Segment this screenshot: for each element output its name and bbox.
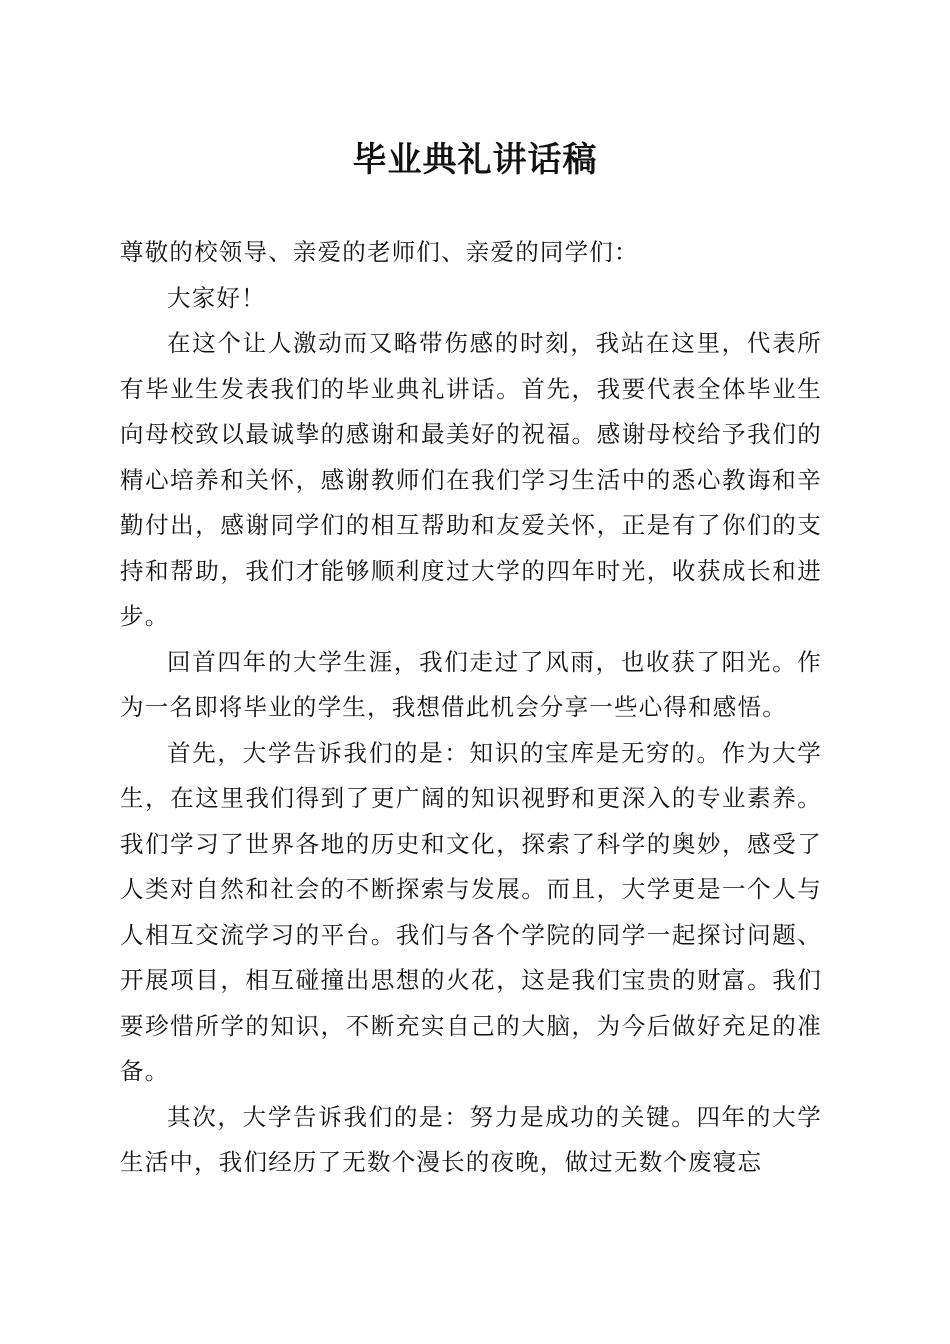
paragraph-intro: 在这个让人激动而又略带伤感的时刻，我站在这里，代表所有毕业生发表我们的毕业典礼讲话。首先，我要代表全体毕业生向母校致以最诚挚的感谢和最美好的祝福。感谢母校给予我们的精心培养和关怀，感谢教师们在我们学习生活中的悉心教诲和辛勤付出，感谢同学们的相互帮助和友爱关怀，正是有了你们的支持和帮助，我们才能够顺利度过大学的四年时光，收获成长和进步。 <box>120 329 822 630</box>
paragraph-review: 回首四年的大学生涯，我们走过了风雨，也收获了阳光。作为一名即将毕业的学生，我想借此机会分享一些心得和感悟。 <box>120 647 822 721</box>
salutation: 尊敬的校领导、亲爱的老师们、亲爱的同学们： <box>120 238 639 266</box>
paragraph-greeting: 大家好！ <box>167 283 266 312</box>
document-body <box>120 230 822 1186</box>
page-title: 毕业典礼讲话稿 <box>352 140 598 180</box>
paragraph-effort: 其次，大学告诉我们的是：努力是成功的关键。四年的大学生活中，我们经历了无数个漫长的夜晚，做过无数个废寝忘 <box>120 1102 822 1176</box>
paragraph-knowledge: 首先，大学告诉我们的是：知识的宝库是无穷的。作为大学生，在这里我们得到了更广阔的知识视野和更深入的专业素养。我们学习了世界各地的历史和文化，探索了科学的奥妙，感受了人类对自然和社会的不断探索与发展。而且，大学更是一个人与人相互交流学习的平台。我们与各个学院的同学一起探讨问题、开展项目，相互碰撞出思想的火花，这是我们宝贵的财富。我们要珍惜所学的知识，不断充实自己的大脑，为今后做好充足的准备。 <box>120 738 822 1085</box>
